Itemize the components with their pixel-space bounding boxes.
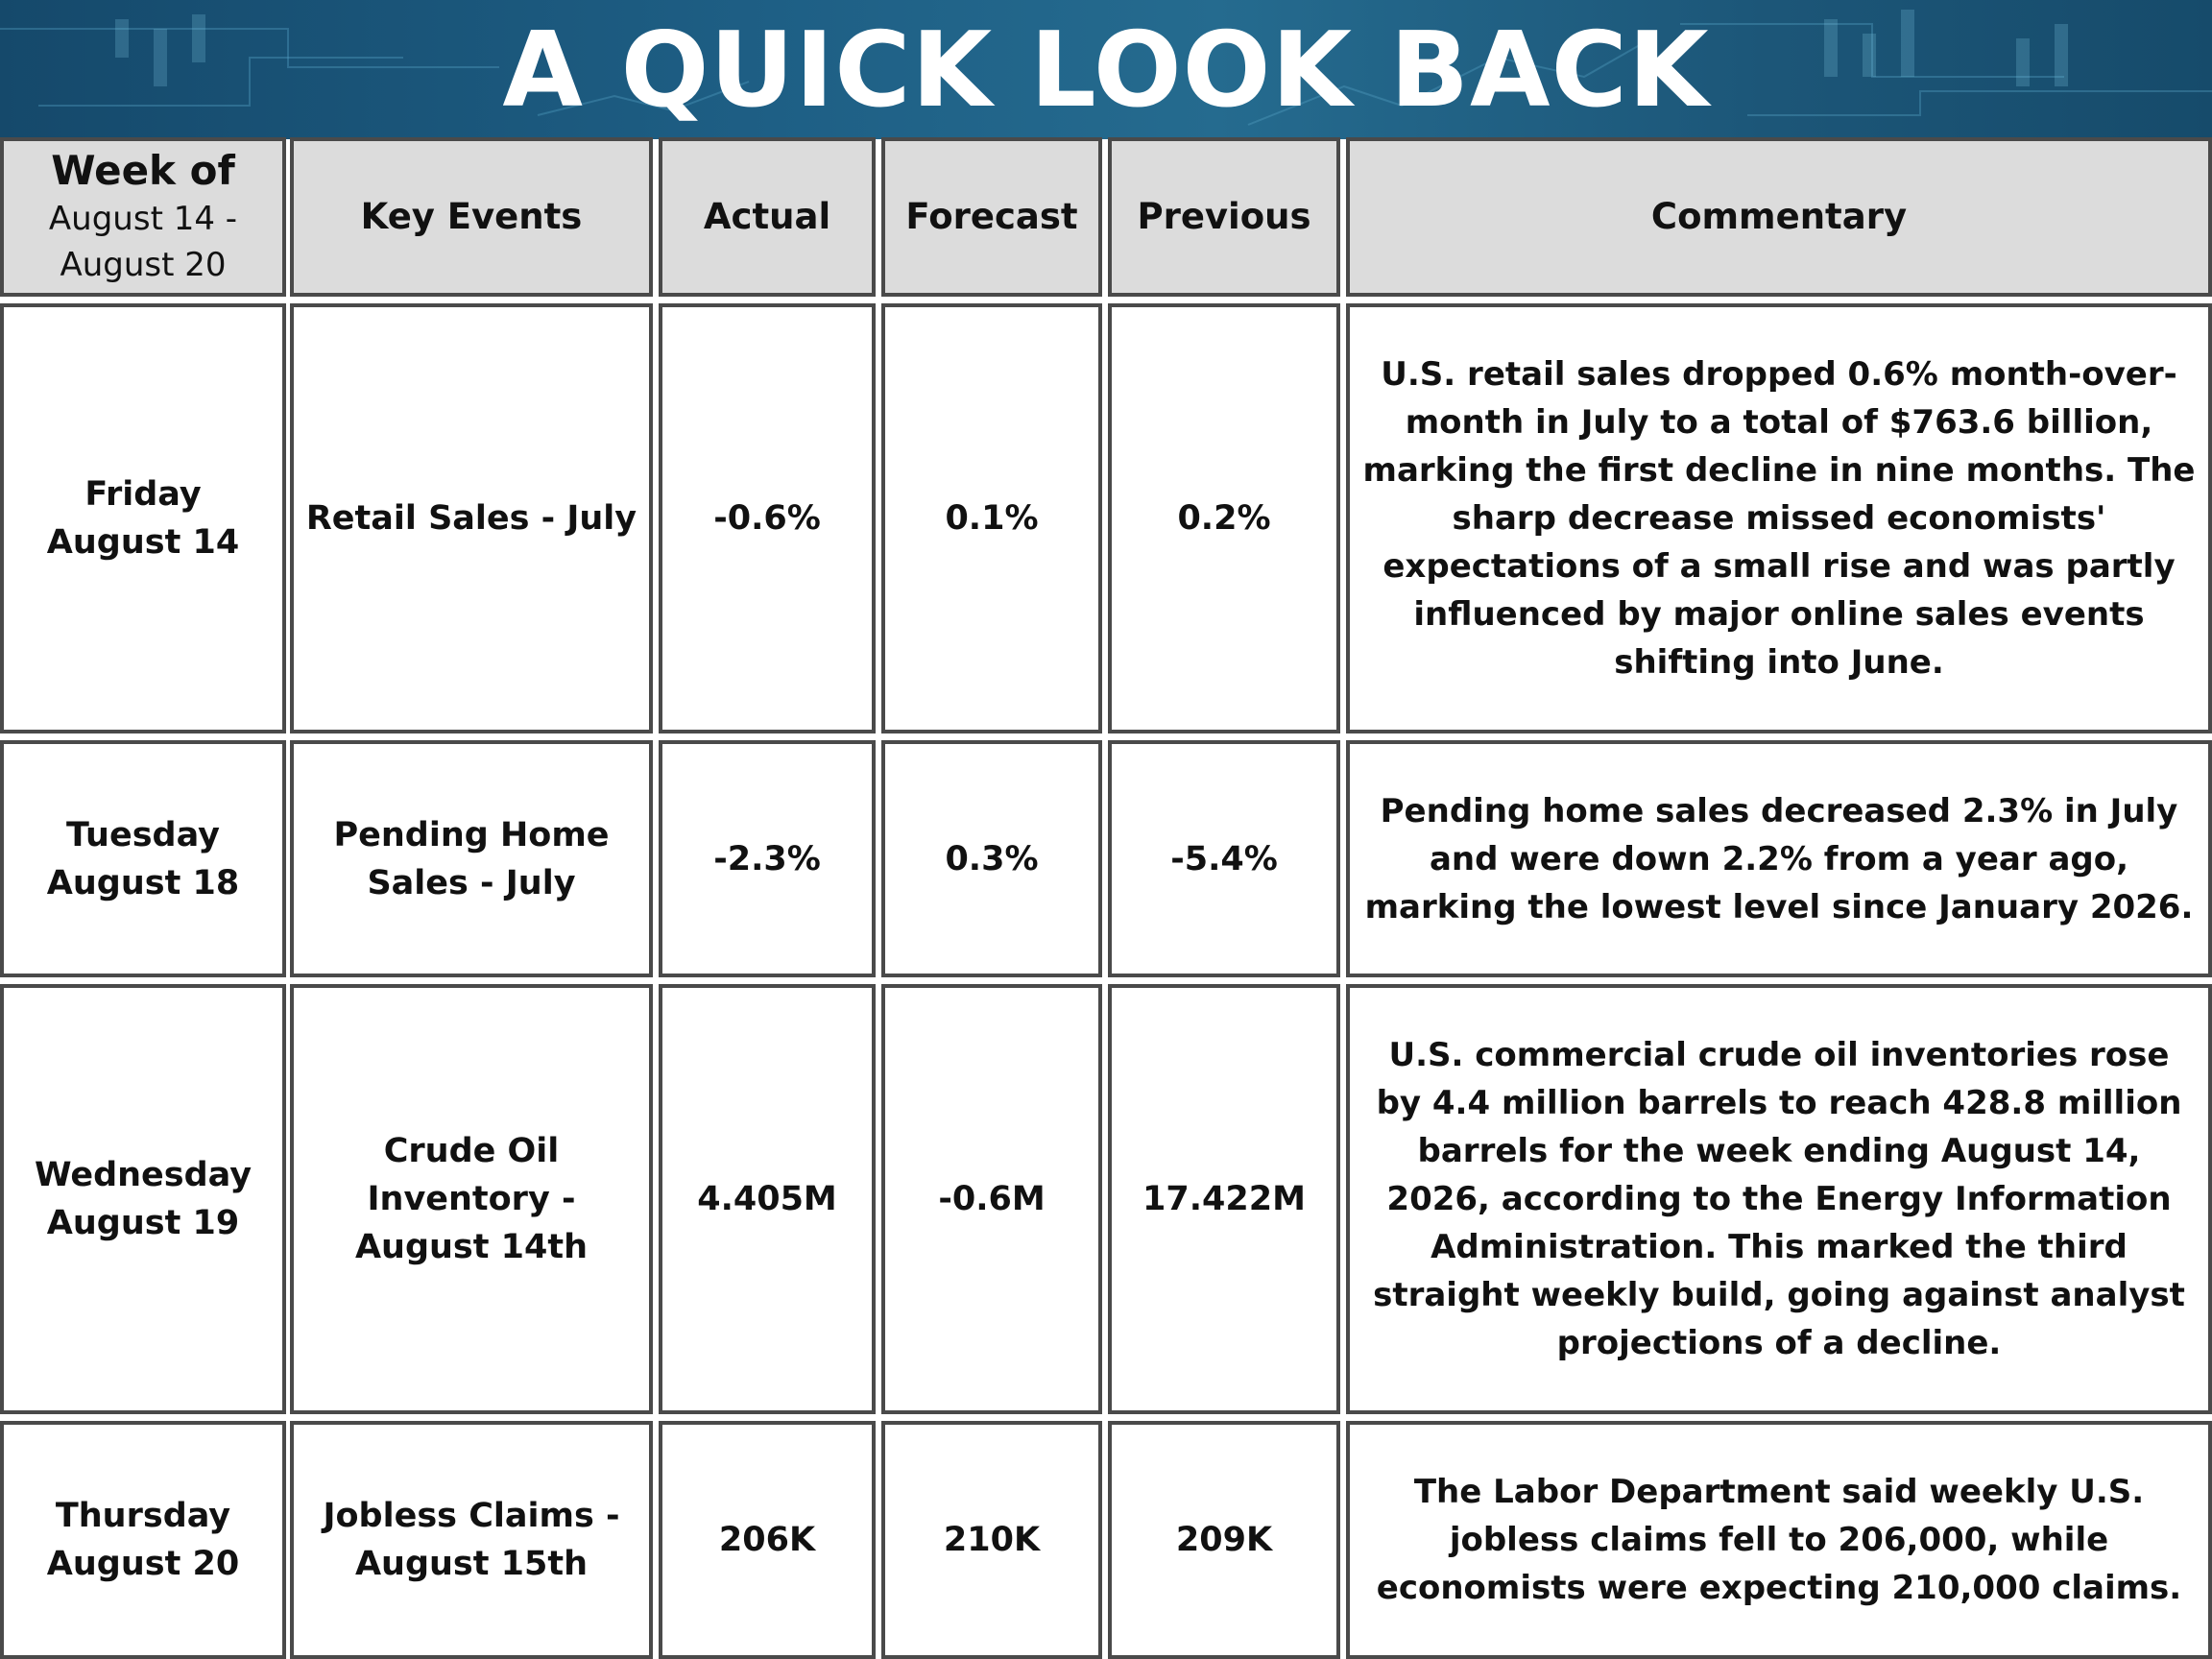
column-header-commentary xyxy=(1346,137,2212,297)
row-1-commentary-cell xyxy=(1346,303,2212,733)
row-4-previous-cell xyxy=(1108,1421,1340,1659)
column-header-forecast-label: Forecast xyxy=(905,196,1078,237)
column-header-forecast xyxy=(881,137,1102,297)
row-1-forecast: 0.1% xyxy=(945,499,1039,538)
row-4-forecast: 210K xyxy=(943,1521,1041,1559)
row-1-actual-cell xyxy=(659,303,876,733)
row-1-day: Friday xyxy=(84,475,202,514)
page-title: A QUICK LOOK BACK xyxy=(502,11,1710,131)
row-2-event: Pending Home Sales - July xyxy=(333,815,610,902)
header-banner xyxy=(0,0,2212,139)
row-2-event-cell xyxy=(290,740,653,977)
row-1-event: Retail Sales - July xyxy=(305,499,637,538)
row-3-previous: 17.422M xyxy=(1142,1180,1306,1218)
row-3-previous-cell xyxy=(1108,984,1340,1414)
column-header-previous xyxy=(1108,137,1340,297)
row-1-date: August 14 xyxy=(46,523,240,562)
row-2-forecast-cell xyxy=(881,740,1102,977)
row-2-actual-cell xyxy=(659,740,876,977)
row-1-commentary: U.S. retail sales dropped 0.6% month-over-month in July to a total of $763.6 billion, marking the first decline in nine months. The sharp decrease missed economists' expectations of a small rise and was partly influenced by major online sales events shifting into June. xyxy=(1362,355,2196,682)
row-3-actual-cell xyxy=(659,984,876,1414)
week-of-header xyxy=(0,137,286,297)
row-1-previous-cell xyxy=(1108,303,1340,733)
row-4-day-cell xyxy=(0,1421,286,1659)
row-2-commentary-cell xyxy=(1346,740,2212,977)
row-4-previous: 209K xyxy=(1175,1521,1273,1559)
row-1-actual: -0.6% xyxy=(713,499,821,538)
row-3-commentary-cell xyxy=(1346,984,2212,1414)
row-2-date: August 18 xyxy=(46,863,240,902)
row-3-forecast-cell xyxy=(881,984,1102,1414)
column-header-actual-label: Actual xyxy=(703,196,831,237)
row-3-commentary: U.S. commercial crude oil inventories rose by 4.4 million barrels to reach 428.8 million barrels for the week ending August 14, 2026, according to the Energy Information Administration. This marked the third straight weekly build, going against analyst projections of a decline. xyxy=(1373,1036,2185,1362)
week-range-end: August 20 xyxy=(60,246,227,284)
column-header-actual xyxy=(659,137,876,297)
row-2-actual: -2.3% xyxy=(713,839,821,878)
column-header-previous-label: Previous xyxy=(1137,196,1311,237)
row-3-event-cell xyxy=(290,984,653,1414)
row-4-actual: 206K xyxy=(718,1521,816,1559)
column-header-key-events xyxy=(290,137,653,297)
row-2-previous: -5.4% xyxy=(1170,839,1278,878)
row-1-forecast-cell xyxy=(881,303,1102,733)
week-of-title: Week of xyxy=(51,147,235,194)
row-2-day-cell xyxy=(0,740,286,977)
row-4-day: Thursday xyxy=(55,1497,231,1535)
row-2-forecast: 0.3% xyxy=(945,839,1039,878)
row-2-day: Tuesday xyxy=(66,815,220,854)
column-header-key-events-label: Key Events xyxy=(360,196,583,237)
row-3-event: Crude Oil Inventory - August 14th xyxy=(354,1132,589,1266)
row-4-date: August 20 xyxy=(46,1545,240,1583)
row-4-event: Jobless Claims - August 15th xyxy=(323,1497,620,1583)
row-3-date: August 19 xyxy=(46,1204,240,1242)
row-4-commentary-cell xyxy=(1346,1421,2212,1659)
row-3-actual: 4.405M xyxy=(697,1180,837,1218)
row-2-previous-cell xyxy=(1108,740,1340,977)
row-1-day-cell xyxy=(0,303,286,733)
row-3-day: Wednesday xyxy=(34,1156,252,1194)
row-4-commentary: The Labor Department said weekly U.S. jobless claims fell to 206,000, while economists were expecting 210,000 claims. xyxy=(1376,1473,2182,1607)
column-header-commentary-label: Commentary xyxy=(1650,196,1908,237)
week-range-start: August 14 - xyxy=(48,200,238,238)
row-4-forecast-cell xyxy=(881,1421,1102,1659)
row-1-previous: 0.2% xyxy=(1177,499,1271,538)
row-2-commentary: Pending home sales decreased 2.3% in July and were down 2.2% from a year ago, marking the lowest level since January 2026. xyxy=(1364,791,2194,926)
row-1-event-cell xyxy=(290,303,653,733)
row-4-actual-cell xyxy=(659,1421,876,1659)
row-3-forecast: -0.6M xyxy=(938,1180,1046,1218)
row-4-event-cell xyxy=(290,1421,653,1659)
row-3-day-cell xyxy=(0,984,286,1414)
